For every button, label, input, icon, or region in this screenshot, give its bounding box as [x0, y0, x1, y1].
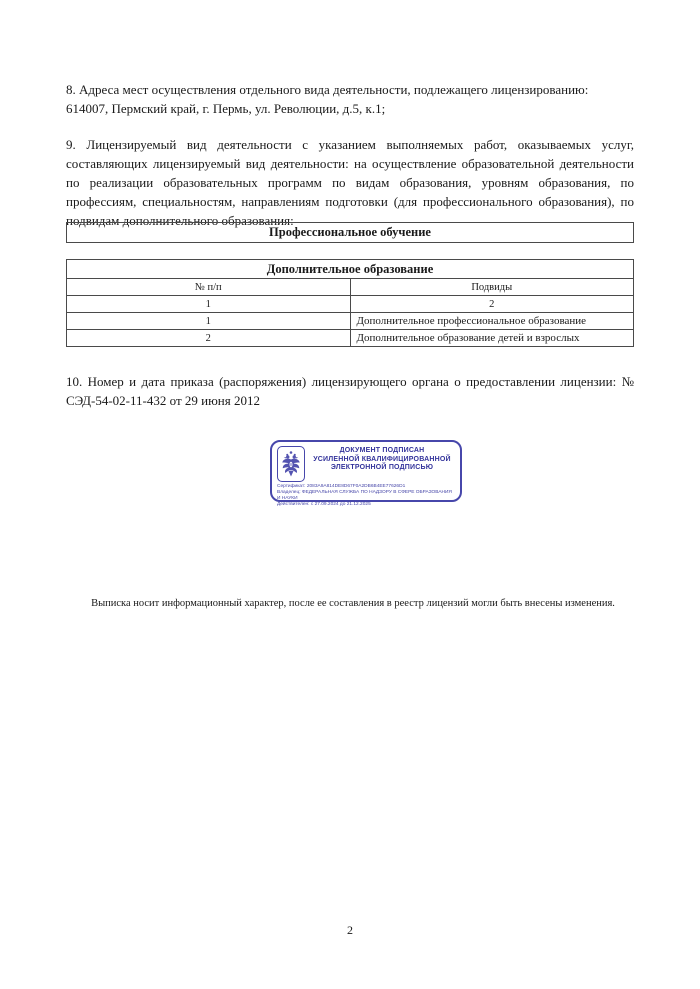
stamp-details — [277, 484, 455, 508]
electronic-signature-stamp — [270, 440, 462, 507]
stamp-certificate: Сертификат: 2083A9A814DE8D67F0A2DB6B4EE77626D1 — [277, 484, 406, 489]
stamp-title-line-2: УСИЛЕННОЙ КВАЛИФИЦИРОВАННОЙ — [313, 455, 451, 463]
professional-training-title: Профессиональное обучение — [67, 223, 634, 243]
column-number-2: 2 — [350, 296, 634, 313]
table-header-row — [67, 279, 634, 296]
column-header-subtypes: Подвиды — [350, 279, 634, 296]
stamp-title-line-3: ЭЛЕКТРОННОЙ ПОДПИСЬЮ — [330, 464, 434, 472]
section-8-addresses — [66, 80, 634, 118]
row-1-number: 1 — [67, 313, 351, 330]
table-colnum-row — [67, 296, 634, 313]
stamp-header — [277, 445, 455, 482]
stamp-title — [309, 445, 455, 473]
informational-note: Выписка носит информационный характер, после ее составления в реестр лицензий могли быть внесены изменения. — [91, 598, 615, 609]
table-row — [67, 223, 634, 243]
row-2-number: 2 — [67, 330, 351, 347]
section-9-licensed-activity: 9. Лицензируемый вид деятельности с указанием выполняемых работ, оказываемых услуг, составляющих лицензируемый вид деятельности: на осуществление образовательной деятельности по реализации образовательных программ по видам образования, уровням образования, по профессиям, специальностям, направлениям подготовки (для профессионального образования), по подвидам дополнительного образования: — [66, 137, 634, 228]
section-8-address: 614007, Пермский край, г. Пермь, ул. Революции, д.5, к.1; — [66, 101, 386, 116]
table-row — [67, 313, 634, 330]
column-header-number: № п/п — [67, 279, 351, 296]
table-title-row — [67, 260, 634, 279]
stamp-title-line-1: ДОКУМЕНТ ПОДПИСАН — [339, 447, 425, 454]
stamp-owner: Владелец: ФЕДЕРАЛЬНАЯ СЛУЖБА ПО НАДЗОРУ В СФЕРЕ ОБРАЗОВАНИЯ И НАУКИ — [277, 490, 452, 501]
page-number: 2 — [347, 923, 353, 937]
row-2-subtype: Дополнительное образование детей и взрослых — [350, 330, 634, 347]
column-number-1: 1 — [67, 296, 351, 313]
section-8-heading: 8. Адреса мест осуществления отдельного вида деятельности, подлежащего лицензированию: — [66, 82, 589, 97]
stamp-validity: Действителен: с 27.09.2024 до 21.12.2025 — [277, 502, 371, 507]
table-row — [67, 330, 634, 347]
row-1-subtype: Дополнительное профессиональное образование — [350, 313, 634, 330]
table-additional-education — [66, 259, 634, 347]
russian-coat-of-arms-eagle-icon — [277, 446, 305, 482]
section-10-order-info: 10. Номер и дата приказа (распоряжения) лицензирующего органа о предоставлении лицензии: № СЭД-54-02-11-432 от 29 июня 2012 — [66, 374, 634, 408]
table-professional-training — [66, 222, 634, 243]
additional-education-title: Дополнительное образование — [67, 260, 634, 279]
